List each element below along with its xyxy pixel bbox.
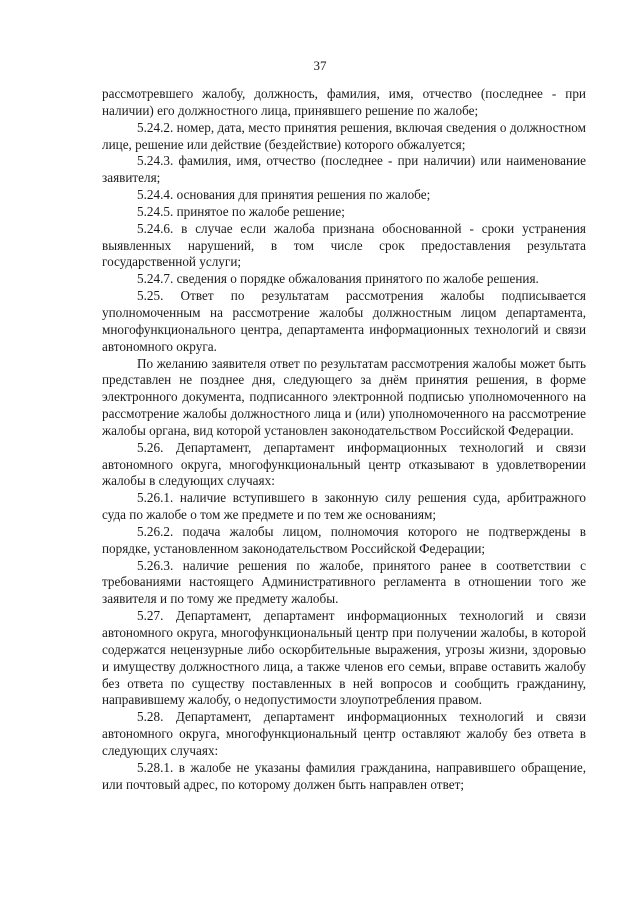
paragraph-5-24-3: 5.24.3. фамилия, имя, отчество (последнее - при наличии) или наименование заявителя; [102, 153, 586, 186]
paragraph-5-24-6: 5.24.6. в случае если жалоба признана обоснованной - сроки устранения выявленных нарушений, в том числе срок предоставления результата государственной услуги; [102, 220, 586, 270]
paragraph-5-26: 5.26. Департамент, департамент информационных технологий и связи автономного округа, многофункциональный центр отказывают в удовлетворении жалобы в следующих случаях: [102, 439, 586, 489]
paragraph-5-26-2: 5.26.2. подача жалобы лицом, полномочия которого не подтверждены в порядке, установленном законодательством Российской Федерации; [102, 523, 586, 556]
document-body [102, 86, 586, 793]
paragraph-5-24-7: 5.24.7. сведения о порядке обжалования принятого по жалобе решения. [137, 271, 539, 287]
paragraph-continuation: рассмотревшего жалобу, должность, фамилия, имя, отчество (последнее - при наличии) его должностного лица, принявшего решение по жалобе; [102, 86, 586, 118]
paragraph-5-28: 5.28. Департамент, департамент информационных технологий и связи автономного округа, многофункциональный центр оставляют жалобу без ответа в следующих случаях: [102, 709, 586, 758]
paragraph-5-24-5: 5.24.5. принятое по жалобе решение; [137, 203, 345, 219]
page-number: 37 [313, 58, 327, 73]
paragraph-5-24-4: 5.24.4. основания для принятия решения по жалобе; [137, 187, 431, 203]
paragraph-5-26-1: 5.26.1. наличие вступившего в законную силу решения суда, арбитражного суда по жалобе о том же предмете и по тем же основаниям; [102, 490, 586, 523]
paragraph-electronic-answer: По желанию заявителя ответ по результатам рассмотрения жалобы может быть представлен не позднее дня, следующего за днём принятия решения, в форме электронного документа, подписанного электронной подписью уполномоченного на рассмотрение жалобы должностного лица и (или) уполномоченного на рассмотрение жалобы органа, вид которой установлен законодательством Российской Федерации. [102, 355, 586, 438]
paragraph-5-27: 5.27. Департамент, департамент информационных технологий и связи автономного округа, многофункциональный центр при получении жалобы, в которой содержатся нецензурные либо оскорбительные выражения, угрозы жизни, здоровью и имуществу должностного лица, а также членов его семьи, вправе оставить жалобу без ответа по существу поставленных в ней вопросов и сообщить гражданину, направившему жалобу, о недопустимости злоупотребления правом. [102, 608, 586, 708]
paragraph-5-28-1: 5.28.1. в жалобе не указаны фамилия гражданина, направившего обращение, или почтовый адрес, по которому должен быть направлен ответ; [102, 759, 586, 792]
paragraph-5-24-2: 5.24.2. номер, дата, место принятия решения, включая сведения о должностном лице, решение или действие (бездействие) которого обжалуется; [102, 119, 586, 152]
paragraph-5-25: 5.25. Ответ по результатам рассмотрения жалобы подписывается уполномоченным на рассмотрение жалобы должностным лицом департамента, многофункционального центра, департамента информационных технологий и связи автономного округа. [102, 288, 586, 354]
paragraph-5-26-3: 5.26.3. наличие решения по жалобе, принятого ранее в соответствии с требованиями настоящего Административного регламента в отношении того же заявителя и по тому же предмету жалобы. [102, 557, 586, 607]
